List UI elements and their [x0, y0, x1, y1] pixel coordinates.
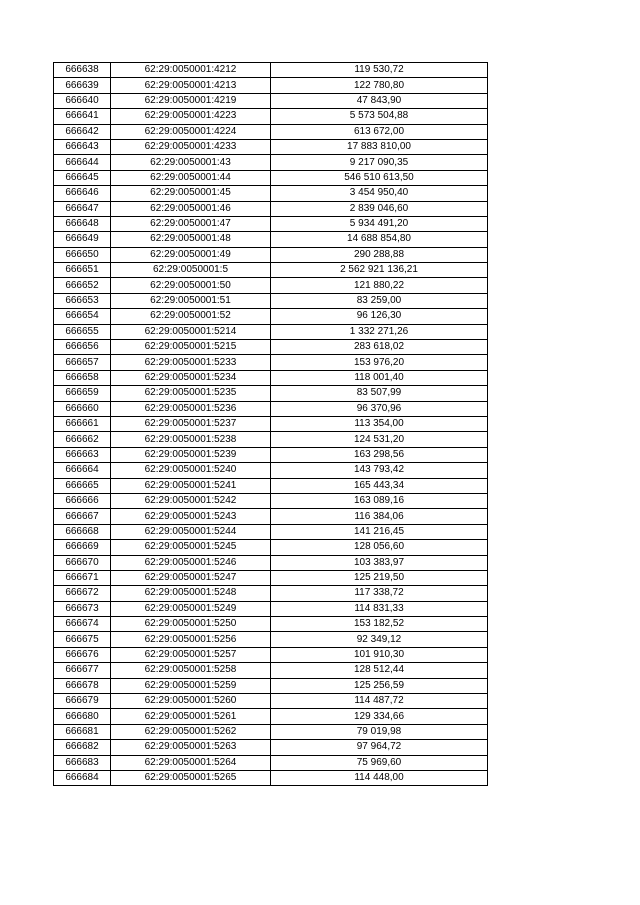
- table-row: [54, 463, 488, 478]
- table-row: [54, 386, 488, 401]
- cadastral-number-cell: 62:29:0050001:5257: [111, 647, 271, 662]
- row-number-cell: 666648: [54, 216, 111, 231]
- row-number-cell: 666639: [54, 78, 111, 93]
- cadastral-number-cell: 62:29:0050001:5265: [111, 770, 271, 785]
- cadastral-number-cell: 62:29:0050001:45: [111, 186, 271, 201]
- cadastral-value-cell: 96 126,30: [271, 309, 488, 324]
- table-row: [54, 93, 488, 108]
- cadastral-value-cell: 5 573 504,88: [271, 109, 488, 124]
- cadastral-value-cell: 114 487,72: [271, 694, 488, 709]
- table-row: [54, 232, 488, 247]
- table-row: [54, 263, 488, 278]
- cadastral-value-cell: 119 530,72: [271, 63, 488, 78]
- table-row: [54, 663, 488, 678]
- row-number-cell: 666669: [54, 540, 111, 555]
- table-row: [54, 78, 488, 93]
- cadastral-number-cell: 62:29:0050001:5235: [111, 386, 271, 401]
- cadastral-number-cell: 62:29:0050001:5239: [111, 447, 271, 462]
- table-row: [54, 586, 488, 601]
- cadastral-number-cell: 62:29:0050001:5234: [111, 370, 271, 385]
- table-row: [54, 124, 488, 139]
- cadastral-number-cell: 62:29:0050001:5261: [111, 709, 271, 724]
- table-row: [54, 340, 488, 355]
- row-number-cell: 666677: [54, 663, 111, 678]
- cadastral-number-cell: 62:29:0050001:4213: [111, 78, 271, 93]
- row-number-cell: 666658: [54, 370, 111, 385]
- cadastral-number-cell: 62:29:0050001:5214: [111, 324, 271, 339]
- cadastral-number-cell: 62:29:0050001:50: [111, 278, 271, 293]
- row-number-cell: 666675: [54, 632, 111, 647]
- cadastral-value-table: [53, 62, 488, 786]
- cadastral-value-cell: 9 217 090,35: [271, 155, 488, 170]
- row-number-cell: 666682: [54, 740, 111, 755]
- cadastral-number-cell: 62:29:0050001:5242: [111, 493, 271, 508]
- cadastral-value-cell: 118 001,40: [271, 370, 488, 385]
- cadastral-value-cell: 163 089,16: [271, 493, 488, 508]
- cadastral-number-cell: 62:29:0050001:5256: [111, 632, 271, 647]
- table-row: [54, 401, 488, 416]
- row-number-cell: 666656: [54, 340, 111, 355]
- row-number-cell: 666684: [54, 770, 111, 785]
- row-number-cell: 666662: [54, 432, 111, 447]
- cadastral-value-cell: 128 056,60: [271, 540, 488, 555]
- table-row: [54, 770, 488, 785]
- cadastral-number-cell: 62:29:0050001:5246: [111, 555, 271, 570]
- row-number-cell: 666680: [54, 709, 111, 724]
- row-number-cell: 666672: [54, 586, 111, 601]
- table-row: [54, 647, 488, 662]
- cadastral-value-cell: 5 934 491,20: [271, 216, 488, 231]
- table-row: [54, 509, 488, 524]
- table-row: [54, 139, 488, 154]
- table-row: [54, 324, 488, 339]
- cadastral-value-cell: 290 288,88: [271, 247, 488, 262]
- cadastral-value-cell: 163 298,56: [271, 447, 488, 462]
- cadastral-value-cell: 2 839 046,60: [271, 201, 488, 216]
- cadastral-number-cell: 62:29:0050001:5245: [111, 540, 271, 555]
- cadastral-value-cell: 114 831,33: [271, 601, 488, 616]
- row-number-cell: 666676: [54, 647, 111, 662]
- row-number-cell: 666640: [54, 93, 111, 108]
- row-number-cell: 666667: [54, 509, 111, 524]
- row-number-cell: 666653: [54, 293, 111, 308]
- cadastral-value-cell: 129 334,66: [271, 709, 488, 724]
- table-row: [54, 216, 488, 231]
- row-number-cell: 666671: [54, 570, 111, 585]
- cadastral-value-cell: 96 370,96: [271, 401, 488, 416]
- cadastral-value-cell: 47 843,90: [271, 93, 488, 108]
- cadastral-number-cell: 62:29:0050001:5247: [111, 570, 271, 585]
- cadastral-value-cell: 83 259,00: [271, 293, 488, 308]
- row-number-cell: 666655: [54, 324, 111, 339]
- row-number-cell: 666673: [54, 601, 111, 616]
- table-row: [54, 632, 488, 647]
- row-number-cell: 666644: [54, 155, 111, 170]
- row-number-cell: 666681: [54, 724, 111, 739]
- cadastral-number-cell: 62:29:0050001:5238: [111, 432, 271, 447]
- table-row: [54, 355, 488, 370]
- row-number-cell: 666666: [54, 493, 111, 508]
- cadastral-value-cell: 103 383,97: [271, 555, 488, 570]
- cadastral-value-cell: 14 688 854,80: [271, 232, 488, 247]
- cadastral-value-cell: 143 793,42: [271, 463, 488, 478]
- table-row: [54, 570, 488, 585]
- table-row: [54, 540, 488, 555]
- table-row: [54, 694, 488, 709]
- table-row: [54, 278, 488, 293]
- cadastral-value-cell: 83 507,99: [271, 386, 488, 401]
- cadastral-number-cell: 62:29:0050001:5215: [111, 340, 271, 355]
- row-number-cell: 666678: [54, 678, 111, 693]
- cadastral-number-cell: 62:29:0050001:5264: [111, 755, 271, 770]
- cadastral-number-cell: 62:29:0050001:5241: [111, 478, 271, 493]
- cadastral-number-cell: 62:29:0050001:5233: [111, 355, 271, 370]
- row-number-cell: 666645: [54, 170, 111, 185]
- cadastral-number-cell: 62:29:0050001:47: [111, 216, 271, 231]
- cadastral-value-cell: 128 512,44: [271, 663, 488, 678]
- table-row: [54, 170, 488, 185]
- table-row: [54, 370, 488, 385]
- table-row: [54, 109, 488, 124]
- table-row: [54, 63, 488, 78]
- row-number-cell: 666638: [54, 63, 111, 78]
- cadastral-value-cell: 125 256,59: [271, 678, 488, 693]
- table-row: [54, 309, 488, 324]
- cadastral-value-cell: 92 349,12: [271, 632, 488, 647]
- cadastral-number-cell: 62:29:0050001:5258: [111, 663, 271, 678]
- cadastral-number-cell: 62:29:0050001:5: [111, 263, 271, 278]
- cadastral-value-cell: 613 672,00: [271, 124, 488, 139]
- row-number-cell: 666649: [54, 232, 111, 247]
- table-row: [54, 432, 488, 447]
- cadastral-value-cell: 124 531,20: [271, 432, 488, 447]
- cadastral-value-cell: 141 216,45: [271, 524, 488, 539]
- cadastral-number-cell: 62:29:0050001:51: [111, 293, 271, 308]
- row-number-cell: 666652: [54, 278, 111, 293]
- cadastral-value-cell: 122 780,80: [271, 78, 488, 93]
- cadastral-value-cell: 114 448,00: [271, 770, 488, 785]
- table-row: [54, 617, 488, 632]
- row-number-cell: 666665: [54, 478, 111, 493]
- table-row: [54, 601, 488, 616]
- row-number-cell: 666657: [54, 355, 111, 370]
- cadastral-value-cell: 75 969,60: [271, 755, 488, 770]
- cadastral-value-cell: 165 443,34: [271, 478, 488, 493]
- row-number-cell: 666664: [54, 463, 111, 478]
- row-number-cell: 666642: [54, 124, 111, 139]
- table-row: [54, 555, 488, 570]
- row-number-cell: 666661: [54, 416, 111, 431]
- cadastral-value-cell: 283 618,02: [271, 340, 488, 355]
- row-number-cell: 666650: [54, 247, 111, 262]
- row-number-cell: 666646: [54, 186, 111, 201]
- table-row: [54, 678, 488, 693]
- cadastral-value-cell: 121 880,22: [271, 278, 488, 293]
- row-number-cell: 666647: [54, 201, 111, 216]
- cadastral-number-cell: 62:29:0050001:5249: [111, 601, 271, 616]
- table-row: [54, 709, 488, 724]
- table-row: [54, 755, 488, 770]
- cadastral-value-cell: 116 384,06: [271, 509, 488, 524]
- row-number-cell: 666674: [54, 617, 111, 632]
- row-number-cell: 666641: [54, 109, 111, 124]
- cadastral-number-cell: 62:29:0050001:4219: [111, 93, 271, 108]
- cadastral-number-cell: 62:29:0050001:4212: [111, 63, 271, 78]
- cadastral-number-cell: 62:29:0050001:46: [111, 201, 271, 216]
- cadastral-value-cell: 17 883 810,00: [271, 139, 488, 154]
- cadastral-value-cell: 153 976,20: [271, 355, 488, 370]
- cadastral-number-cell: 62:29:0050001:44: [111, 170, 271, 185]
- row-number-cell: 666643: [54, 139, 111, 154]
- cadastral-number-cell: 62:29:0050001:49: [111, 247, 271, 262]
- cadastral-number-cell: 62:29:0050001:5250: [111, 617, 271, 632]
- cadastral-number-cell: 62:29:0050001:4233: [111, 139, 271, 154]
- cadastral-value-cell: 101 910,30: [271, 647, 488, 662]
- row-number-cell: 666663: [54, 447, 111, 462]
- row-number-cell: 666651: [54, 263, 111, 278]
- row-number-cell: 666654: [54, 309, 111, 324]
- cadastral-number-cell: 62:29:0050001:5259: [111, 678, 271, 693]
- row-number-cell: 666668: [54, 524, 111, 539]
- cadastral-number-cell: 62:29:0050001:5240: [111, 463, 271, 478]
- table-row: [54, 247, 488, 262]
- table-row: [54, 724, 488, 739]
- row-number-cell: 666683: [54, 755, 111, 770]
- cadastral-number-cell: 62:29:0050001:5236: [111, 401, 271, 416]
- cadastral-number-cell: 62:29:0050001:5262: [111, 724, 271, 739]
- row-number-cell: 666679: [54, 694, 111, 709]
- cadastral-value-cell: 125 219,50: [271, 570, 488, 585]
- cadastral-number-cell: 62:29:0050001:5263: [111, 740, 271, 755]
- cadastral-number-cell: 62:29:0050001:4224: [111, 124, 271, 139]
- table-row: [54, 416, 488, 431]
- table-row: [54, 293, 488, 308]
- cadastral-value-cell: 153 182,52: [271, 617, 488, 632]
- cadastral-number-cell: 62:29:0050001:5260: [111, 694, 271, 709]
- cadastral-number-cell: 62:29:0050001:48: [111, 232, 271, 247]
- cadastral-value-cell: 97 964,72: [271, 740, 488, 755]
- table-body: [54, 63, 488, 786]
- cadastral-value-cell: 3 454 950,40: [271, 186, 488, 201]
- row-number-cell: 666659: [54, 386, 111, 401]
- row-number-cell: 666660: [54, 401, 111, 416]
- cadastral-value-cell: 79 019,98: [271, 724, 488, 739]
- table-row: [54, 201, 488, 216]
- cadastral-value-cell: 113 354,00: [271, 416, 488, 431]
- cadastral-number-cell: 62:29:0050001:5243: [111, 509, 271, 524]
- cadastral-number-cell: 62:29:0050001:5244: [111, 524, 271, 539]
- cadastral-number-cell: 62:29:0050001:52: [111, 309, 271, 324]
- table-row: [54, 524, 488, 539]
- cadastral-number-cell: 62:29:0050001:43: [111, 155, 271, 170]
- table-row: [54, 478, 488, 493]
- cadastral-value-cell: 2 562 921 136,21: [271, 263, 488, 278]
- table-row: [54, 447, 488, 462]
- row-number-cell: 666670: [54, 555, 111, 570]
- table-row: [54, 155, 488, 170]
- cadastral-number-cell: 62:29:0050001:4223: [111, 109, 271, 124]
- cadastral-value-cell: 1 332 271,26: [271, 324, 488, 339]
- table-row: [54, 493, 488, 508]
- table-row: [54, 740, 488, 755]
- cadastral-number-cell: 62:29:0050001:5248: [111, 586, 271, 601]
- cadastral-value-cell: 117 338,72: [271, 586, 488, 601]
- cadastral-number-cell: 62:29:0050001:5237: [111, 416, 271, 431]
- table-row: [54, 186, 488, 201]
- cadastral-value-cell: 546 510 613,50: [271, 170, 488, 185]
